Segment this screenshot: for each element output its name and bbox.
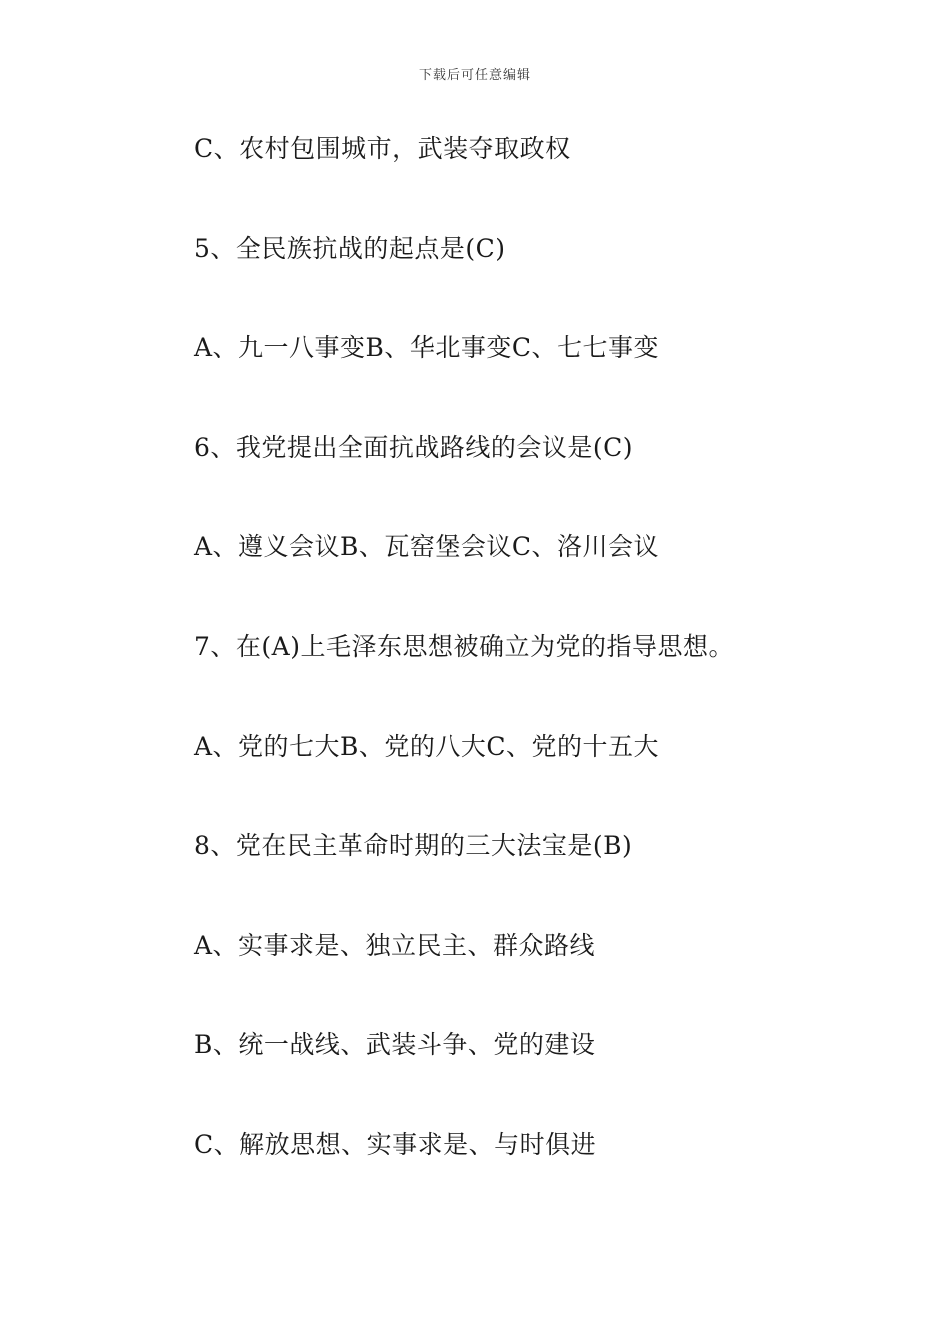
question-6-options: A、遵义会议B、瓦窑堡会议C、洛川会议 <box>194 532 660 562</box>
question-8-option-a: A、实事求是、独立民主、群众路线 <box>194 930 596 960</box>
question-5-options: A、九一八事变B、华北事变C、七七事变 <box>194 333 660 363</box>
question-5: 5、全民族抗战的起点是(C) <box>194 233 506 263</box>
question-6: 6、我党提出全面抗战路线的会议是(C) <box>194 432 634 462</box>
question-8: 8、党在民主革命时期的三大法宝是(B) <box>194 831 633 861</box>
question-8-option-b: B、统一战线、武装斗争、党的建设 <box>194 1030 596 1060</box>
question-7-options: A、党的七大B、党的八大C、党的十五大 <box>194 731 660 761</box>
document-body <box>194 130 914 1226</box>
text-line-c-option-rural-encircle: C、农村包围城市，武装夺取政权 <box>194 134 571 163</box>
page-header: 下载后可任意编辑 <box>418 68 531 83</box>
question-8-option-c: C、解放思想、实事求是、与时俱进 <box>194 1129 597 1159</box>
question-7: 7、在(A)上毛泽东思想被确立为党的指导思想。 <box>194 631 734 661</box>
